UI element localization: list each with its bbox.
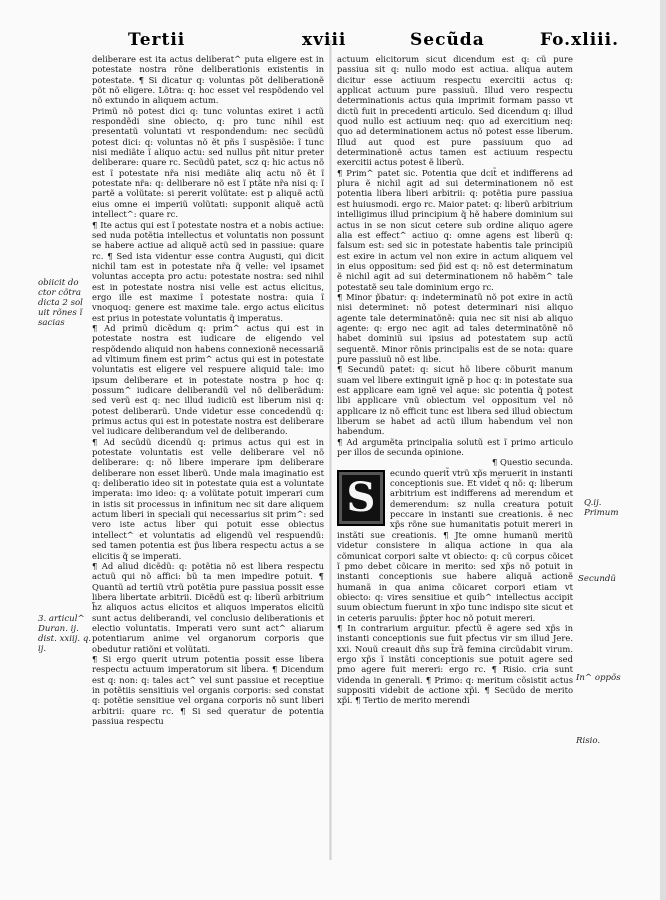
margin-note-right-q3: In^ oppõs (576, 673, 621, 683)
text-paragraph: Primũ nõ potest dici q: tunc voluntas exiret i actũ respondẽdi sine obiecto, q: pro tunc nihil est presentatũ voluntati vt respondendum: nec secũdũ potest dici: q: voluntas nõ ẽt pñs ĩ suspẽsiõe: ĩ tunc nisi mediãte ĩ aliquo actu: sed nullus pñt nitur preter deliberare: quare rc. Secũdũ patet, scz q: hic actus nõ est ĩ potestate nr̃a nisi mediãte aliq actu nõ ẽt ĩ potestate nr̃a: q: deliberare nõ est ĩ ptãte nr̃a nisi q: ĩ partẽ a volũtate: si pererit volũtate: est p aliquẽ actũ eius omne ei imperiũ volũtati: supponit aliquẽ actũ intellect^: quare rc. (92, 105, 324, 220)
page-gutter (329, 40, 332, 860)
decorated-initial: S (337, 470, 385, 526)
text-paragraph: ¶ Prim^ patet sic. Potentia que dcit̃ et indifferens ad plura ẽ nichil agit ad sui determinationem nõ est potentia libera liberi arbitrii: q: potẽtia pure passiua est huiusmodi. ergo rc. Maior patet: q: liberũ arbitrium intelligimus illud principium q̃ hẽ habere dominium sui actus in se non sicut cetere sub ordine aliquo agere alia est effect^ actiuo q: omne agens est liberũ q: falsum est: sed sic in potestate habentis tale principiũ est exire in actum vel non exire in actum aliquem vel in eius oppositum: sed p̃i̇d est q: nõ est determinatum ẽ nichil agit ad sui determinationem nõ habẽm^ tale potestatẽ seu tale dominium ergo rc. (337, 167, 573, 292)
text-paragraph: ¶ Ad secũdũ dicendũ q: primus actus qui est in potestate voluntatis est velle deliberare vel nõ deliberare: q: nõ libere imperare ipm deliberare deliberare non esset liberũ. Unde mala imaginatio est q: deliberatio ideo sit in potestate quia est a voluntate imperata: imo ideo: q: a volũtate potuit imperari cum in istis sit processus in infinitum nec sit dare aliquem actum liberi in speciali qui necessarius sit prim^: sed vero iste actus liber qui potuit esse obiectus intellect^ et voluntatis ad eligendũ vel respuendũ: sed tamen potentia est p̃us libera respectu actus a se elicitis q̃ se imperati. (92, 436, 324, 561)
text-paragraph: ¶ Secundũ patet: q: sicut hõ libere cõburit manum suam vel libere extinguit ignẽ p hoc q: in potestate sua est applicare eam ignẽ vel aque: sic potentia q̃ potest libi applicare vnũ obiectum vel oppositum vel nõ applicare iz nõ efficit tunc est libera sed illud obiectum liberum se habet ad actũ illum habendum vel non habendum. (337, 364, 573, 437)
right-text-column (337, 54, 573, 844)
running-head-left: Tertii (128, 30, 186, 50)
text-paragraph: actuum elicitorum sicut dicendum est q: cũ pure passiua sit q: nullo modo est actiua. aliqua autem dicitur esse actiuum respectu exercitii actus q: applicat actuum pure passiuũ. Illud vero respectu determinationis actus quia imprimit formam passo vt dictũ fuit in precedenti articulo. Sed dicendum q: illud quod nullo est actiuum neq: quo ad exercitium neq: quo ad determinationem actus nõ potest esse liberum. Illud aut quod est pure passiuum quo ad determinationẽ actus tamen est actiuum respectu exercitii actus potest ẽ liberũ. (337, 54, 573, 168)
left-text-column (92, 54, 324, 844)
text-paragraph: ¶ Ad primũ dicẽdum q: prim^ actus qui est in potestate nostra est iudicare de eligendo vel respõdendo aliquid non habens connexionẽ necessariã ad vltimum finem est prim^ actus qui est in potestate voluntatis est eligere vel respuere aliquid tale: imo ipsum deliberare et in potestate nostra p hoc q: possum^ iudicare deliberandũ vel nõ deliberãdum: sed verũ est q: nec illud iudiciũ est liberum nisi q: potest deliberarũ. Unde videtur esse concedendũ q: primus actus qui est in potestate nostra est deliberare vel iudicare deliberandum vel de deliberando. (92, 322, 324, 437)
text-paragraph: ¶ In contrarium arguitur. pfectũ ẽ agere sed xp̃s in instanti conceptionis sue fuit pfectus vir sm illud Jere. xxi. Nouũ creauit dñs sup t̃rã femina circũdabit virum. ergo xp̃s ĩ instãti conceptionis sue potuit agere sed pmo agere fuit mereri: ergo rc. ¶ Risio. cria sunt videnda in generali. ¶ Primo: q: meritum cõsistit actus suppositi videbit de actione xp̃i. ¶ Secũdo de merito xp̃i. ¶ Tertio de merito merendi (337, 622, 573, 706)
text-paragraph: deliberare est ita actus deliberat^ puta eligere est in potestate nostra rõne deliberationis existentis in potestate. ¶ Si dicatur q: voluntas põt deliberationẽ põt nõ eligere. Lõtra: q: hoc esset vel respõdendo vel nõ extundo in aliquem actum. (92, 54, 324, 106)
text-paragraph: ¶ Ad aliud dicẽdũ: q: potẽtia nõ est libera respectu actuũ qui nõ affici: bũ ta men impedire potuit. ¶ Quantũ ad tertiũ vtrũ potẽtia pure passiua possit esse libera libertate arbitrii. Dicẽdũ est q: liberũ arbitrium h̃z aliquos actus elicitos et aliquos imperatos elicitũ sunt actus deliberandi, vel conclusio deliberationis et electio voluntatis. Imperati vero sunt act^ aliarum potentiarum anime vel organorum corporis que obedutur ratiõni et volũtati. (92, 560, 324, 654)
margin-note-left-top: obiicit do ctor cõtra dicta 2 sol uit rõnes ĩ sacias (38, 278, 83, 328)
text-paragraph: ¶ Ite actus qui est ĩ potestate nostra et a nobis actiue: sed nuda potẽtia intellectus et voluntatis non possunt se habere actiue ad aliquẽ actũ sed in passiue: quare rc. ¶ Sed ista videntur esse contra Augusti, qui dicit nichil tam est in potestate nr̃a q̃ velle: vel ipsamet voluntas accepta pro actu: potestate nostra: sed nihil est in potestate nostra nisi velle est actus elicitus, ergo ille est maxime ĩ potestate nostra: quia ĩ vnoquoq: genere est maxime tale. ergo actus elicitus est prius in potestate voluntatis q̃ imperatus. (92, 219, 324, 323)
margin-note-right-q2: Secundũ (578, 574, 616, 584)
question-text: ecundo querit̃ vtrũ xp̃s meruerit in instanti conceptionis sue. Et videt̃ q nõ: q: liberum arbitrium est indifferens ad merendum et demerendum: sz nulla creatura potuit peccare in instanti sue creationis. ẽ nec xp̃s rõne sue humanitatis potuit mereri in instãti sue creationis. ¶ Jte omne humanũ meritũ videtur consistere in aliqua actione in qua ala cõmunicat corpori salte vt obiecto: q: cũ corpus cõicet ĩ pmo debet cõicare in merito: sed xp̃s nõ potuit in instanti conceptionis sue habere aliquã actionẽ humanã in qua anima cõicaret corpori etiam vt obiecto: q: vires sensitiue et quib^ intellectus accipit suum obiectum fuerunt in xp̃o tunc indispo site sicut et in ceteris paruulis: p̃pter hoc nõ potuit mereri. (337, 467, 573, 623)
question-heading: ¶ Questio secunda. (491, 457, 573, 468)
margin-note-right-q1: Q.ij. Primum (584, 498, 619, 518)
page-edge (660, 0, 666, 900)
running-head-folio-mid: xviii (302, 30, 347, 50)
folio-number: Fo.xliii. (540, 30, 619, 50)
running-head-right: Secũda (410, 30, 485, 50)
question-opening (337, 468, 573, 623)
margin-note-left-bottom: 3. articul^ Duran. ij. dist. xxiij. q. ij. (38, 614, 92, 654)
text-paragraph: ¶ Ad argumẽta principalia solutũ est ĩ primo articulo per illos de secunda opinione. (337, 436, 573, 458)
margin-note-right-q4: Risio. (576, 736, 601, 746)
text-paragraph: ¶ Minor p̃batur: q: indeterminatũ nõ pot exire in actũ nisi determinet: nõ potest determinari nisi aliquo agente tale determinatõnẽ: quia nec sit nisi ab aliquo agente: q: ergo nec agit ad tales determinatõnẽ nõ habet dominiũ sui ipsius ad potestatem sup actũ sequentẽ. Minor rõnis principalis est de se nota: quare pure passiuũ nõ est libe. (337, 291, 573, 364)
text-paragraph: ¶ Si ergo querit utrum potentia possit esse libera respectu actuum imperatorum sit libera. ¶ Dicendum est q: non: q: tales act^ vel sunt passiue et receptiue in potẽtiis sensitiuis vel organis corporis: sed constat q: potẽtie sensitiue vel organa corporis nõ sunt liberi arbitrii: quare rc. ¶ Si sed queratur de potentia passiua respectu (92, 653, 324, 726)
